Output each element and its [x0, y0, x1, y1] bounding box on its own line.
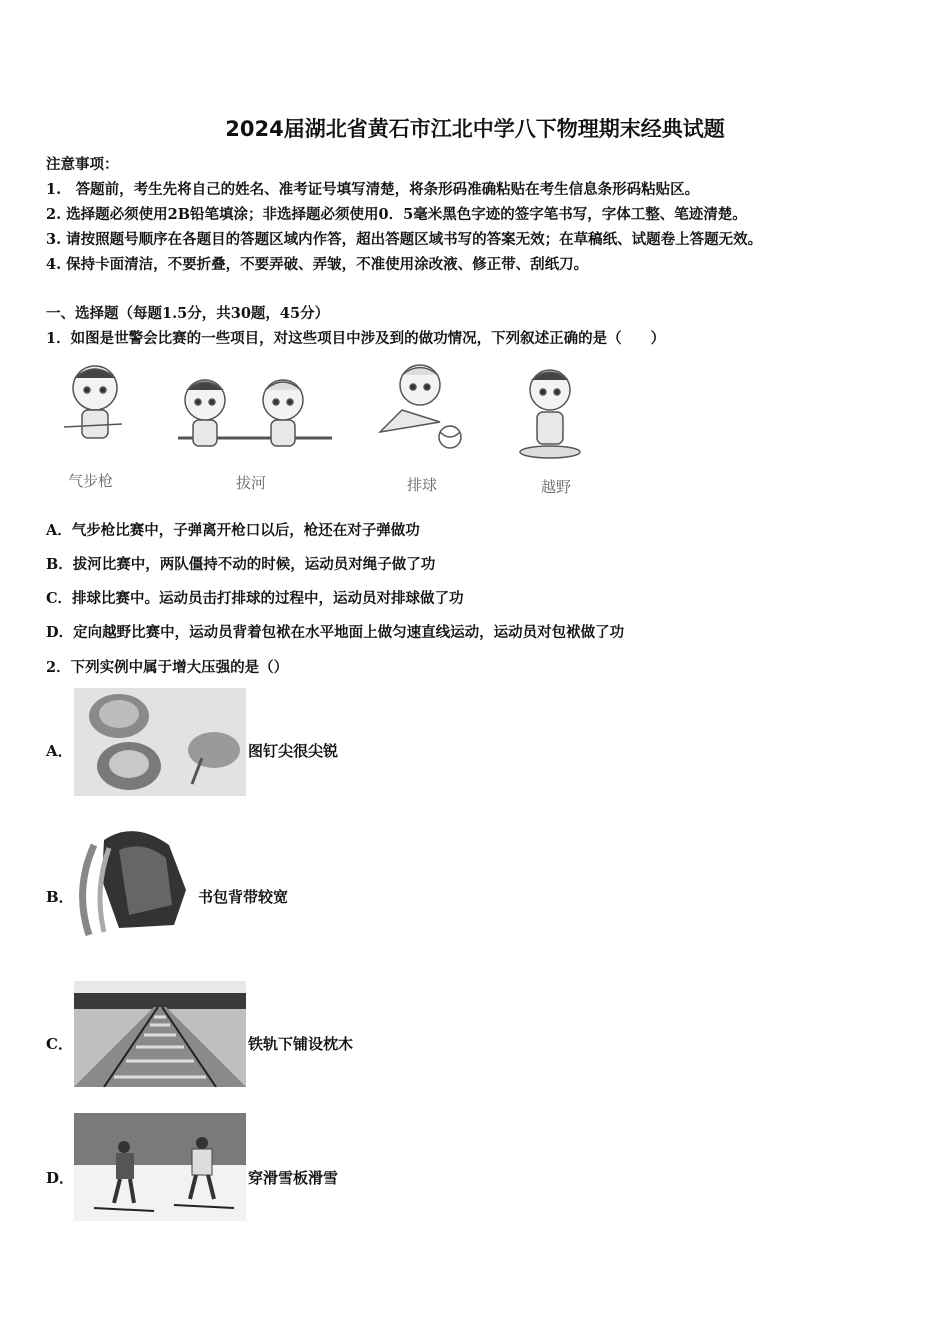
q2-option-c-text: 铁轨下铺设枕木: [248, 1035, 354, 1053]
q1-illustration: [50, 360, 610, 500]
notice-item: 3. 请按照题号顺序在各题目的答题区域内作答，超出答题区域书写的答案无效；在草稿纸、试题卷上答题无效。: [46, 231, 763, 248]
notice-item: 1. 答题前，考生先将自己的姓名、准考证号填写清楚，将条形码准确粘贴在考生信息条形码粘贴区。: [46, 181, 700, 198]
q1-option-a: A．气步枪比赛中，子弹离开枪口以后，枪还在对子弹做功: [46, 522, 420, 539]
thumbtack-photo: [74, 688, 246, 796]
q2-option-d-label: D．: [46, 1169, 75, 1187]
backpack-photo: [74, 820, 196, 942]
question-2-stem: 2．下列实例中属于增大压强的是（）: [46, 659, 289, 676]
caption-air-rifle: 气步枪: [68, 472, 114, 490]
cartoon-figures: [50, 360, 610, 500]
q1-option-b: B．拔河比赛中，两队僵持不动的时候，运动员对绳子做了功: [46, 556, 436, 573]
section-heading: 一、选择题（每题1.5分，共30题，45分）: [46, 305, 330, 322]
question-1-stem: 1．如图是世警会比赛的一些项目，对这些项目中涉及到的做功情况，下列叙述正确的是（ ）: [46, 330, 666, 347]
q2-option-b-text: 书包背带较宽: [198, 888, 289, 906]
notice-item: 4. 保持卡面清洁，不要折叠，不要弄破、弄皱，不准使用涂改液、修正带、刮纸刀。: [46, 256, 589, 273]
q2-option-b-label: B．: [46, 888, 74, 906]
q1-option-d: D．定向越野比赛中，运动员背着包袱在水平地面上做匀速直线运动，运动员对包袱做了功: [46, 624, 625, 641]
skiing-photo: [74, 1113, 246, 1221]
q2-option-c-label: C．: [46, 1035, 73, 1053]
q2-option-a-label: A．: [46, 742, 73, 760]
railway-photo: [74, 981, 246, 1087]
q1-option-c: C．排球比赛中。运动员击打排球的过程中，运动员对排球做了功: [46, 590, 464, 607]
q2-option-a-text: 图钉尖很尖锐: [248, 742, 339, 760]
page-title: 2024届湖北省黄石市江北中学八下物理期末经典试题: [225, 117, 725, 141]
notice-item: 2. 选择题必须使用2B铅笔填涂；非选择题必须使用0．5毫米黑色字迹的签字笔书写，字体工整、笔迹清楚。: [46, 206, 747, 223]
caption-cross-country: 越野: [541, 478, 572, 496]
notice-heading: 注意事项：: [46, 156, 119, 173]
caption-volleyball: 排球: [407, 476, 438, 494]
q2-option-d-text: 穿滑雪板滑雪: [248, 1169, 339, 1187]
caption-tug-of-war: 拔河: [236, 474, 267, 492]
